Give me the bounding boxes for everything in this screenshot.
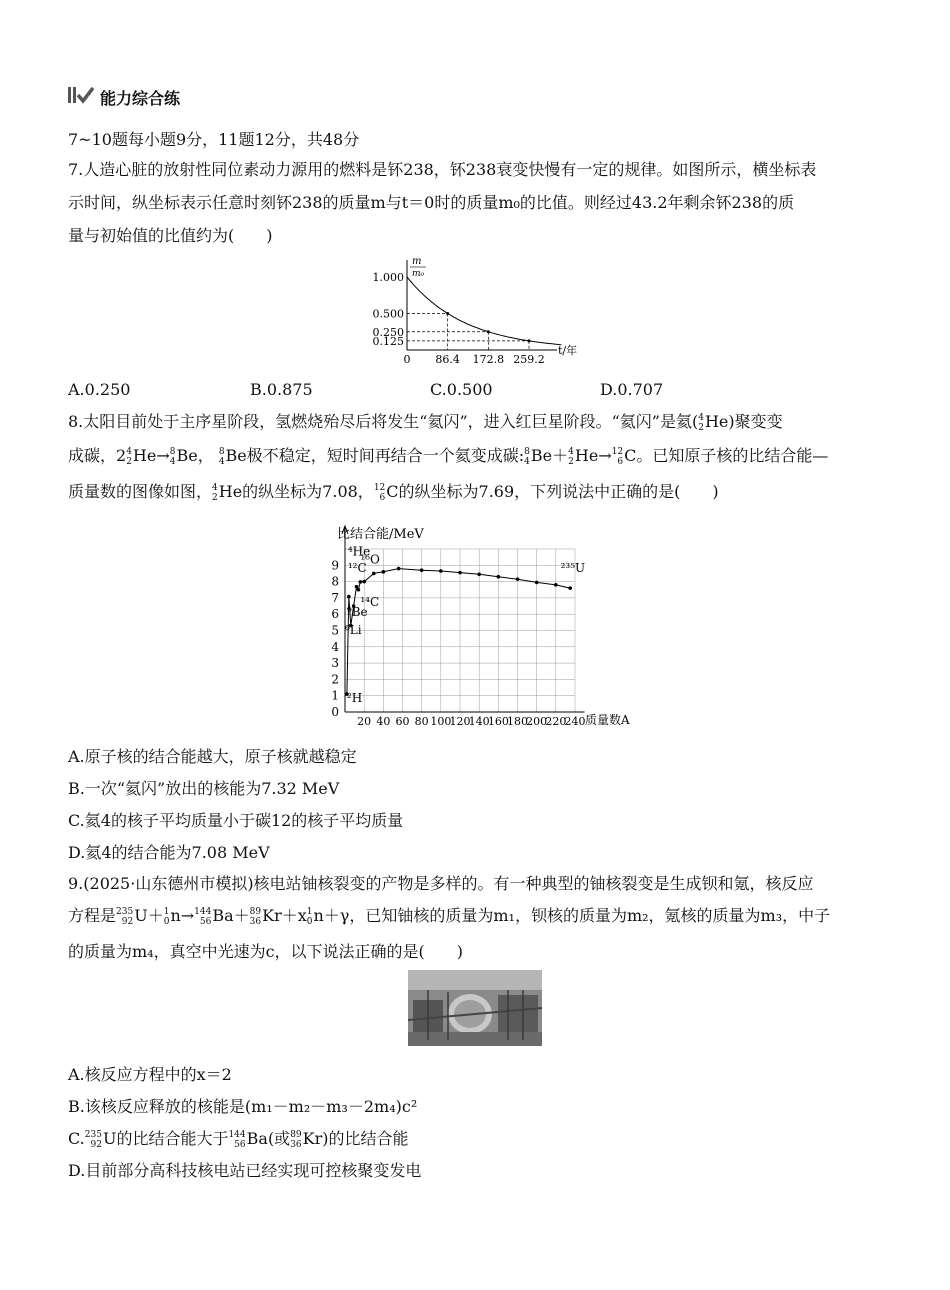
q7-option-a[interactable]: A.0.250 — [68, 380, 131, 399]
q7-ylabel-m: m — [412, 256, 422, 267]
q8-xtick-label: 80 — [414, 715, 429, 728]
q8-data-point — [382, 570, 386, 574]
q7-ytick-label: 0.250 — [372, 325, 404, 339]
q7-stem-line1: 7.人造心脏的放射性同位素动力源用的燃料是钚238，钚238衰变快慢有一定的规律。如图所示，横坐标表 — [68, 160, 817, 179]
q8-data-point — [535, 581, 539, 585]
q8-binding-energy-chart — [315, 520, 645, 730]
q8-ytick-label: 0 — [331, 705, 339, 719]
q8-xtick-label: 40 — [376, 715, 391, 728]
q9-stem-line2: 方程是 235 92 U＋ 1 0 n→ 144 56 Ba＋ 89 36 Kr＋x 1 0 n＋γ，已知铀核的质量为m₁，钡核的质量为m₂，氪核的质量为m₃，中子 — [68, 906, 831, 927]
q8-data-point — [357, 588, 361, 592]
q8-data-point — [347, 595, 351, 599]
q8-ytick-label: 8 — [331, 574, 339, 589]
q8-nuclide-label: ¹²C — [347, 560, 367, 575]
q8-xtick-label: 20 — [357, 715, 372, 728]
q8-nuclide-label: ⁹Be — [346, 604, 368, 619]
q8-option-a[interactable]: A.原子核的结合能越大，原子核就越稳定 — [68, 747, 357, 766]
q7-xtick-label: 86.4 — [435, 353, 460, 364]
q7-decay-curve — [407, 277, 561, 345]
q8-option-d[interactable]: D.氦4的结合能为7.08 MeV — [68, 843, 270, 862]
q8-xtick-label: 180 — [507, 715, 528, 728]
q8-data-point — [554, 583, 558, 587]
q8-xtick-label: 120 — [449, 715, 471, 728]
q8-ytick-label: 4 — [331, 639, 339, 654]
q8-data-point — [568, 586, 572, 590]
q8-option-b[interactable]: B.一次“氦闪”放出的核能为7.32 MeV — [68, 779, 340, 798]
q8-ytick-label: 9 — [331, 558, 339, 573]
q8-xtick-label: 160 — [487, 715, 509, 728]
section-title: 能力综合练 — [100, 89, 181, 108]
q7-option-c[interactable]: C.0.500 — [430, 380, 493, 399]
q8-xtick-label: 220 — [545, 715, 567, 728]
q7-stem-line2: 示时间，纵坐标表示任意时刻钚238的质量m与t＝0时的质量m₀的比值。则经过43.2年剩余钚238的质 — [68, 193, 795, 212]
q8-option-c[interactable]: C.氦4的核子平均质量小于碳12的核子平均质量 — [68, 811, 404, 830]
q8-xtick-label: 60 — [395, 715, 410, 728]
q8-data-point — [372, 572, 376, 576]
q9-option-d[interactable]: D.目前部分高科技核电站已经实现可控核聚变发电 — [68, 1161, 422, 1180]
q7-ytick-label: 1.000 — [372, 271, 404, 284]
q8-ytick-label: 3 — [331, 656, 339, 671]
q8-nuclide-label: ²H — [346, 691, 363, 706]
q8-data-point — [355, 585, 359, 589]
q8-xtick-label: 200 — [526, 715, 548, 728]
q7-data-point — [528, 339, 531, 342]
q7-ytick-label: 0.125 — [372, 334, 404, 348]
q7-xlabel: t/年 — [558, 344, 578, 357]
q8-data-point — [362, 580, 366, 584]
q8-xtick-label: 240 — [564, 715, 586, 728]
q8-stem-line3: 质量数的图像如图， 4 2 He的纵坐标为7.08， 12 6 C的纵坐标为7.69，下列说法中正确的是( ) — [68, 482, 719, 503]
q8-stem-line2: 成碳，2 4 2 He→ 8 4 Be， 8 4 Be极不稳定，短时间再结合一个氦变成碳: 8 4 Be＋ 4 2 He→ 12 6 C。已知原子核的比结合能— — [68, 446, 829, 467]
q8-ytick-label: 6 — [331, 607, 339, 622]
q8-data-point — [420, 568, 424, 572]
q9-stem-line1: 9.(2025·山东德州市模拟)核电站铀核裂变的产物是多样的。有一种典型的铀核裂变是生成钡和氪，核反应 — [68, 874, 814, 893]
q8-data-point — [497, 575, 501, 579]
q8-nuclide-label: ⁶Li — [345, 622, 362, 637]
q7-decay-chart — [362, 252, 592, 364]
q7-data-point — [487, 330, 490, 333]
q8-nuclide-label: ¹⁴C — [360, 595, 380, 610]
q7-data-point — [446, 312, 449, 315]
q8-xtick-label: 140 — [468, 715, 490, 728]
q8-ytick-label: 5 — [331, 623, 339, 638]
q8-ytick-label: 1 — [331, 688, 339, 703]
q7-ytick-label: 0.500 — [372, 307, 404, 321]
nuclear-plant-photo — [408, 970, 542, 1046]
q7-xtick-label: 172.8 — [472, 353, 505, 364]
q8-data-point — [516, 577, 520, 581]
q7-xtick-label: 259.2 — [513, 353, 545, 364]
q8-xtick-label: 100 — [430, 715, 452, 728]
q8-data-point — [397, 567, 401, 571]
q8-nuclide-label: ⁴He — [347, 544, 371, 559]
q7-option-d[interactable]: D.0.707 — [600, 380, 664, 399]
scoring-rule: 7~10题每小题9分，11题12分，共48分 — [68, 130, 360, 149]
q8-ytick-label: 2 — [331, 672, 339, 687]
q8-data-point — [359, 580, 363, 584]
q8-data-point — [477, 572, 481, 576]
q9-stem-line3: 的质量为m₄，真空中光速为c，以下说法正确的是( ) — [68, 942, 464, 961]
section-icon — [68, 85, 94, 105]
q8-nuclide-label: ¹⁶O — [360, 552, 380, 567]
q7-option-b[interactable]: B.0.875 — [250, 380, 313, 399]
q8-xlabel: 质量数A — [585, 713, 630, 727]
q8-ylabel: 比结合能/MeV — [337, 527, 424, 542]
q9-option-a[interactable]: A.核反应方程中的x＝2 — [68, 1065, 232, 1084]
q8-stem-line1: 8.太阳目前处于主序星阶段，氢燃烧殆尽后将发生“氦闪”，进入红巨星阶段。“氦闪”是氦( 4 2 He)聚变变 — [68, 412, 783, 433]
q7-xtick-label: 0 — [403, 353, 411, 364]
q8-ytick-label: 7 — [331, 590, 339, 605]
q7-stem-line3: 量与初始值的比值约为( ) — [68, 226, 273, 245]
q8-nuclide-label: ²³⁵U — [560, 560, 586, 575]
q9-option-b[interactable]: B.该核反应释放的核能是(m₁－m₂－m₃－2m₄)c² — [68, 1097, 418, 1116]
q9-option-c[interactable]: C. 235 92 U的比结合能大于 144 56 Ba(或 89 36 Kr)的比结合能 — [68, 1129, 409, 1150]
q7-ylabel-m0: m₀ — [412, 269, 425, 279]
q8-data-point — [458, 571, 462, 575]
q8-data-point — [439, 569, 443, 573]
